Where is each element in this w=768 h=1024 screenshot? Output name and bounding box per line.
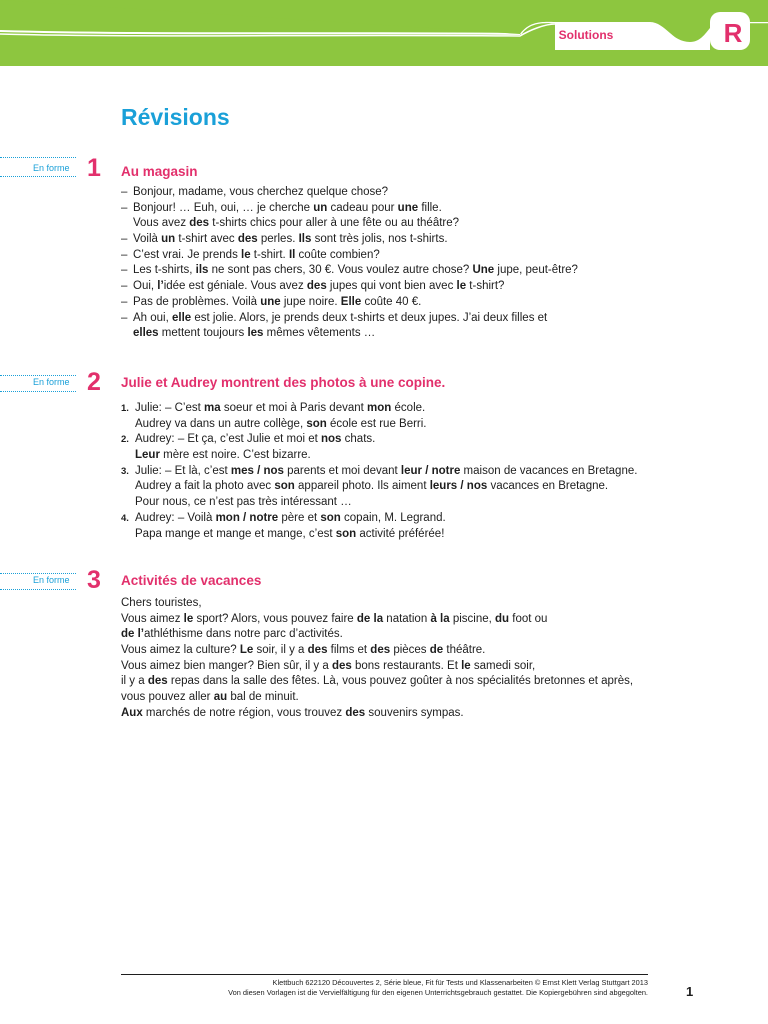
answer-word: un xyxy=(313,201,328,214)
text-line xyxy=(121,248,721,264)
text-line xyxy=(121,232,721,248)
text-segment: théâtre. xyxy=(443,644,486,657)
answer-word: leur / notre xyxy=(400,464,461,477)
text-line xyxy=(121,596,721,612)
text-line xyxy=(121,674,721,690)
exercise-number: 1 xyxy=(87,154,101,182)
text-segment: Les t-shirts, xyxy=(133,264,196,277)
answer-word: du xyxy=(495,612,510,625)
text-line xyxy=(121,295,721,311)
text-line xyxy=(121,527,721,543)
text-segment: appareil photo. Ils aiment xyxy=(294,480,430,493)
text-segment: Pas de problèmes. Voilà xyxy=(133,295,261,308)
answer-word: son xyxy=(306,417,327,430)
item-number: 2. xyxy=(121,434,129,446)
text-line xyxy=(121,643,721,659)
dotted-rule xyxy=(0,176,76,177)
answer-word: Ils xyxy=(298,233,312,246)
answer-word: une xyxy=(397,201,419,214)
text-segment: C’est vrai. Je prends xyxy=(133,248,242,261)
answer-word: son xyxy=(320,511,341,524)
text-segment: pièces xyxy=(390,644,430,657)
dotted-rule xyxy=(0,573,76,574)
footer-copyright xyxy=(121,978,648,998)
answer-word: le xyxy=(183,612,194,625)
answer-word: nos xyxy=(321,433,342,446)
text-segment: Audrey va dans un autre collège, xyxy=(135,417,307,430)
text-segment: Chers touristes, xyxy=(121,597,202,609)
answer-word: Le xyxy=(239,644,254,657)
text-segment: marchés de notre région, vous trouvez xyxy=(142,706,346,719)
header-wave xyxy=(0,0,768,66)
answer-word: des xyxy=(345,706,366,719)
text-segment: t-shirt avec xyxy=(175,233,238,246)
text-segment: t-shirt? xyxy=(466,280,505,293)
text-segment: copain, M. Legrand. xyxy=(340,511,446,524)
answer-word: mes / nos xyxy=(230,464,284,477)
text-line xyxy=(121,263,721,279)
answer-word: le xyxy=(461,659,471,672)
text-segment: soeur et moi à Paris devant xyxy=(220,402,368,414)
answer-word: une xyxy=(260,295,281,308)
answer-word: mon xyxy=(367,402,392,414)
text-line xyxy=(121,659,721,675)
text-segment: Ah oui, xyxy=(133,311,172,324)
text-segment: parents et moi devant xyxy=(283,464,401,477)
exercise-number: 3 xyxy=(87,566,101,594)
answer-word: Aux xyxy=(121,706,143,719)
text-segment: repas dans la salle des fêtes. Là, vous pouvez goûter à nos spécialités bretonnes et après, xyxy=(167,675,634,688)
text-segment: mère est noire. C’est bizarre. xyxy=(159,449,311,462)
answer-word: des xyxy=(189,217,210,230)
text-segment: vous pouvez aller xyxy=(121,691,214,704)
answer-word: Une xyxy=(472,264,495,277)
text-segment: mêmes vêtements … xyxy=(263,327,376,340)
answer-word: à la xyxy=(430,612,450,625)
answer-word: mon / notre xyxy=(215,511,279,524)
text-segment: t-shirts chics pour aller à une fête ou au théâtre? xyxy=(209,217,460,230)
text-segment: perles. xyxy=(257,233,299,246)
text-segment: Vous aimez la culture? xyxy=(121,644,240,657)
text-line xyxy=(121,279,721,295)
text-segment: Vous aimez bien manger? Bien sûr, il y a xyxy=(121,659,332,672)
text-segment: chats. xyxy=(341,433,376,446)
text-line xyxy=(121,201,721,217)
item-number: 4. xyxy=(121,512,129,524)
text-segment: vacances en Bretagne. xyxy=(487,480,609,493)
exercise-lines xyxy=(121,596,721,722)
answer-word: des xyxy=(147,675,168,688)
text-line xyxy=(121,690,721,706)
text-segment: samedi soir, xyxy=(470,659,536,672)
text-segment: mettent toujours xyxy=(158,327,248,340)
text-segment: fille. xyxy=(418,201,442,214)
text-line xyxy=(121,216,721,232)
answer-word: Leur xyxy=(135,449,160,462)
text-line xyxy=(121,464,721,480)
text-segment: Vous aimez xyxy=(121,612,184,625)
text-segment: foot ou xyxy=(509,612,548,625)
text-line xyxy=(121,706,721,722)
footer-line-2: Von diesen Vorlagen ist die Vervielfältigung für den eigenen Unterrichtsgebrauch gestattet. Die Kopiergebühren sind abgegolten. xyxy=(228,988,648,997)
section-badge: R xyxy=(723,18,743,48)
text-line xyxy=(121,495,721,511)
text-segment: athléthisme dans notre parc d’activités. xyxy=(144,628,343,641)
answer-word: l’ xyxy=(157,280,164,293)
text-segment: maison de vacances en Bretagne. xyxy=(460,464,638,477)
answer-word: des xyxy=(306,280,327,293)
text-line xyxy=(121,401,721,417)
exercise-lines xyxy=(121,185,721,342)
dotted-rule xyxy=(0,391,76,392)
text-line xyxy=(121,612,721,628)
en-forme-label: En forme xyxy=(33,163,70,173)
text-line xyxy=(121,311,721,327)
text-segment: piscine, xyxy=(449,612,496,625)
dotted-rule xyxy=(0,589,76,590)
text-segment: jupe, peut-être? xyxy=(494,264,578,277)
text-segment: Audrey: – Et ça, c’est Julie et moi et xyxy=(135,433,321,446)
text-segment: Audrey: – Voilà xyxy=(135,511,216,524)
answer-word: son xyxy=(274,480,295,493)
answer-word: Elle xyxy=(340,295,362,308)
text-segment: coûte combien? xyxy=(295,248,380,261)
text-line xyxy=(121,448,721,464)
answer-word: de l’ xyxy=(121,628,145,641)
answer-word: les xyxy=(247,327,264,340)
text-segment: jupe noire. xyxy=(280,295,341,308)
header-bar xyxy=(0,0,768,66)
dotted-rule xyxy=(0,375,76,376)
text-segment: idée est géniale. Vous avez xyxy=(163,280,307,293)
text-segment: Julie: – Et là, c’est xyxy=(135,464,231,477)
text-line xyxy=(121,185,721,201)
answer-word: elle xyxy=(172,311,192,324)
answer-word: ma xyxy=(204,402,221,414)
exercise-number: 2 xyxy=(87,368,101,396)
text-segment: bal de minuit. xyxy=(227,691,299,704)
text-line xyxy=(121,432,721,448)
answer-word: ils xyxy=(195,264,209,277)
answer-word: elles xyxy=(133,327,159,340)
text-segment: soir, il y a xyxy=(253,644,308,657)
answer-word: un xyxy=(161,233,176,246)
answer-word: Il xyxy=(288,248,296,261)
text-segment: père et xyxy=(278,511,321,524)
page-title: Révisions xyxy=(121,104,230,130)
text-line xyxy=(121,627,721,643)
answer-word: le xyxy=(456,280,467,293)
text-segment: sport? Alors, vous pouvez faire xyxy=(193,612,357,625)
text-segment: Pour nous, ce n’est pas très intéressant … xyxy=(135,496,352,509)
text-segment: souvenirs sympas. xyxy=(365,706,464,719)
text-segment: Bonjour! … Euh, oui, … je cherche xyxy=(133,201,314,214)
text-segment: activité préférée! xyxy=(356,527,445,540)
text-segment: Papa mange et mange et mange, c’est xyxy=(135,527,336,540)
exercise-title: Activités de vacances xyxy=(121,573,262,588)
exercise-lines xyxy=(121,401,721,542)
text-segment: natation xyxy=(383,612,431,625)
exercise-title: Julie et Audrey montrent des photos à une copine. xyxy=(121,375,446,390)
en-forme-label: En forme xyxy=(33,377,70,387)
answer-word: son xyxy=(335,527,357,540)
text-line xyxy=(121,326,721,342)
text-segment: il y a xyxy=(121,675,148,688)
exercise-title: Au magasin xyxy=(121,164,198,179)
item-number: 1. xyxy=(121,403,129,414)
item-number: 3. xyxy=(121,465,129,477)
text-segment: école est rue Berri. xyxy=(326,417,427,430)
text-segment: sont très jolis, nos t-shirts. xyxy=(311,233,448,246)
text-segment: t-shirt. xyxy=(250,248,289,261)
text-segment: école. xyxy=(391,402,426,414)
en-forme-label: En forme xyxy=(33,575,70,585)
answer-word: des xyxy=(331,659,352,672)
text-segment: cadeau pour xyxy=(327,201,398,214)
answer-word: de xyxy=(429,644,444,657)
text-segment: Oui, xyxy=(133,280,158,293)
answer-word: le xyxy=(241,248,251,261)
text-line xyxy=(121,511,721,527)
answer-word: au xyxy=(213,691,228,704)
text-segment: est jolie. Alors, je prends deux t-shirts et deux jupes. J’ai deux filles et xyxy=(191,311,548,324)
text-segment: Julie: – C’est xyxy=(135,402,205,414)
text-segment: films et xyxy=(327,644,371,657)
text-segment: bons restaurants. Et xyxy=(351,659,462,672)
answer-word: de la xyxy=(356,612,384,625)
page-number: 1 xyxy=(686,984,694,999)
answer-word: des xyxy=(307,644,328,657)
solutions-tab: Solutions xyxy=(558,28,614,42)
text-segment: Audrey a fait la photo avec xyxy=(135,480,275,493)
dotted-rule xyxy=(0,157,76,158)
answer-word: des xyxy=(237,233,258,246)
answer-word: leurs / nos xyxy=(429,480,488,493)
text-line xyxy=(121,479,721,495)
text-segment: ne sont pas chers, 30 €. Vous voulez autre chose? xyxy=(208,264,473,277)
text-segment: Vous avez xyxy=(133,217,190,230)
text-line xyxy=(121,417,721,433)
answer-word: des xyxy=(370,644,391,657)
footer-rule xyxy=(121,974,648,975)
text-segment: coûte 40 €. xyxy=(361,295,422,308)
text-segment: Bonjour, madame, vous cherchez quelque chose? xyxy=(133,186,389,198)
text-segment: jupes qui vont bien avec xyxy=(326,280,457,293)
footer-line-1: Klettbuch 622120 Découvertes 2, Série bleue, Fit für Tests und Klassenarbeiten © Ernst Klett Verlag Stuttgart 2013 xyxy=(272,978,648,987)
text-segment: Voilà xyxy=(133,233,162,246)
